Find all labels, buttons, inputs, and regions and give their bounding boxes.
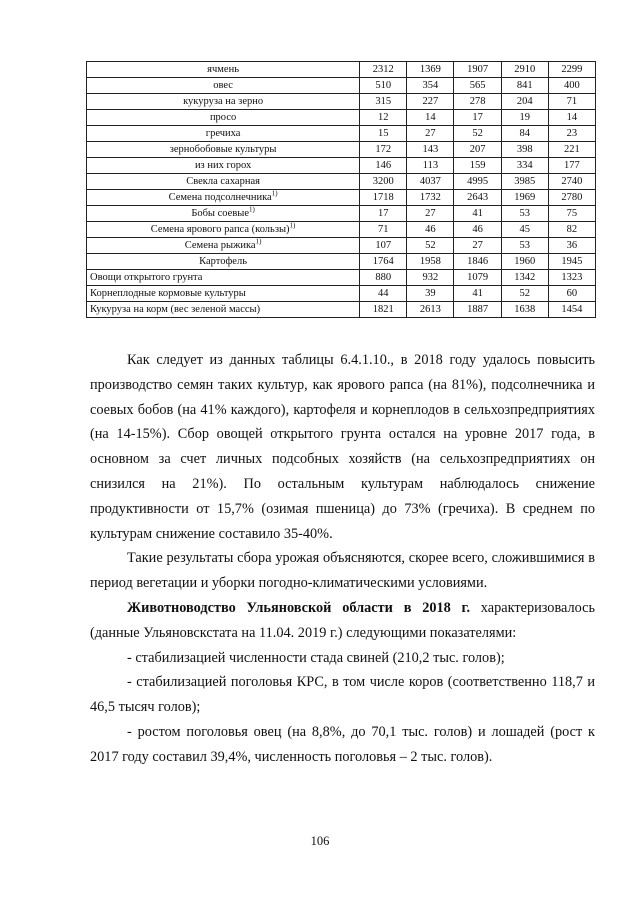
table-row [87,206,596,222]
value-cell: 1846 [454,254,501,270]
value-cell: 3200 [360,174,407,190]
table-row [87,302,596,318]
paragraph-crop-analysis: Как следует из данных таблицы 6.4.1.10., в 2018 году удалось повысить производство семян таких культур, как ярового рапса (на 81%), подсолнечника и соевых бобов (на 41% каждого), картофеля и корнеплодов в сельхозпредприятиях (на 14-15%). Сбор овощей открытого грунта остался на уровне 2017 года, в основном за счет личных подсобных хозяйств (на сельхозпредприятиях он снизился на 21%). По остальным культурам наблюдалось снижение продуктивности от 15,7% (озимая пшеница) до 73% (гречиха). В среднем по культурам снижение составило 35-40%. [90,352,595,542]
table-row [87,78,596,94]
crop-name-cell [87,206,360,222]
value-cell: 159 [454,158,501,174]
crop-name-cell [87,110,360,126]
value-cell: 27 [407,126,454,142]
footnote-marker: 1) [271,189,278,197]
value-cell: 17 [454,110,501,126]
value-cell: 53 [501,206,548,222]
value-cell: 46 [407,222,454,238]
value-cell: 1369 [407,62,454,78]
value-cell: 39 [407,286,454,302]
crop-name-cell [87,302,360,318]
value-cell: 46 [454,222,501,238]
list-item-pigs: - стабилизацией численности стада свиней (210,2 тыс. голов); [127,649,505,666]
value-cell: 71 [360,222,407,238]
paragraph-livestock-intro [90,596,595,646]
table-row [87,270,596,286]
crop-name-cell [87,142,360,158]
table-row [87,94,596,110]
table-row [87,158,596,174]
value-cell: 334 [501,158,548,174]
value-cell: 41 [454,286,501,302]
table-row [87,142,596,158]
paragraph-weather-explanation: Такие результаты сбора урожая объясняются, скорее всего, сложившимися в период вегетации и уборки погодно-климатическими условиями. [90,550,595,592]
livestock-heading: Животноводство Ульяновской области в 2018 г. [127,599,471,616]
value-cell: 1718 [360,190,407,206]
value-cell: 398 [501,142,548,158]
crop-name-cell [87,238,360,254]
value-cell: 12 [360,110,407,126]
table-row [87,238,596,254]
crop-name: Овощи открытого грунта [90,271,203,283]
crop-name: Бобы соевые [191,207,249,219]
value-cell: 52 [501,286,548,302]
value-cell: 1960 [501,254,548,270]
value-cell: 143 [407,142,454,158]
value-cell: 27 [454,238,501,254]
value-cell: 4037 [407,174,454,190]
list-item-cattle: - стабилизацией поголовья КРС, в том числе коров (соответственно 118,7 и 46,5 тысяч голов); [90,674,595,716]
footnote-marker: 1) [289,221,296,229]
value-cell: 4995 [454,174,501,190]
value-cell: 3985 [501,174,548,190]
crop-name: Корнеплодные кормовые культуры [90,287,246,299]
value-cell: 1958 [407,254,454,270]
value-cell: 400 [548,78,595,94]
crop-name-cell [87,286,360,302]
footnote-marker: 1) [249,205,255,213]
value-cell: 1079 [454,270,501,286]
value-cell: 1907 [454,62,501,78]
value-cell: 14 [548,110,595,126]
value-cell: 23 [548,126,595,142]
value-cell: 1454 [548,302,595,318]
crop-name: Семена ярового рапса (кользы) [150,223,290,235]
crop-name-cell [87,158,360,174]
table-row [87,222,596,238]
crop-name: Семена рыжика [184,239,256,251]
value-cell: 2613 [407,302,454,318]
table-row [87,126,596,142]
value-cell: 2643 [454,190,501,206]
value-cell: 14 [407,110,454,126]
list-item-sheep-horses: - ростом поголовья овец (на 8,8%, до 70,1 тыс. голов) и лошадей (рост к 2017 году составил 39,4%, численность поголовья – 2 тыс. голов). [90,723,595,765]
crop-name: кукуруза на зерно [183,95,264,107]
value-cell: 1323 [548,270,595,286]
value-cell: 1342 [501,270,548,286]
crop-name-cell [87,174,360,190]
value-cell: 1764 [360,254,407,270]
table-row [87,190,596,206]
crop-name-cell [87,222,360,238]
value-cell: 75 [548,206,595,222]
crop-name: ячмень [207,63,239,75]
value-cell: 510 [360,78,407,94]
value-cell: 146 [360,158,407,174]
value-cell: 53 [501,238,548,254]
value-cell: 15 [360,126,407,142]
crop-name-cell [87,190,360,206]
value-cell: 71 [548,94,595,110]
value-cell: 204 [501,94,548,110]
value-cell: 113 [407,158,454,174]
value-cell: 1821 [360,302,407,318]
table-row [87,254,596,270]
value-cell: 60 [548,286,595,302]
crop-name-cell [87,94,360,110]
table-body [87,62,596,318]
value-cell: 2910 [501,62,548,78]
value-cell: 45 [501,222,548,238]
value-cell: 2780 [548,190,595,206]
crop-production-table [86,61,596,318]
value-cell: 565 [454,78,501,94]
value-cell: 2312 [360,62,407,78]
value-cell: 880 [360,270,407,286]
crop-name: Кукуруза на корм (вес зеленой массы) [90,303,261,315]
value-cell: 2299 [548,62,595,78]
value-cell: 36 [548,238,595,254]
value-cell: 841 [501,78,548,94]
value-cell: 1945 [548,254,595,270]
value-cell: 44 [360,286,407,302]
value-cell: 41 [454,206,501,222]
crop-name-cell [87,254,360,270]
value-cell: 315 [360,94,407,110]
value-cell: 84 [501,126,548,142]
value-cell: 1732 [407,190,454,206]
table-row [87,174,596,190]
crop-name: Свекла сахарная [186,175,260,187]
livestock-intro-text: характеризовалось (данные Ульяновскстата на 11.04. 2019 г.) следующими показателями: [90,599,595,641]
footnote-marker: 1) [255,237,262,245]
value-cell: 2740 [548,174,595,190]
value-cell: 1638 [501,302,548,318]
table-row [87,110,596,126]
value-cell: 278 [454,94,501,110]
value-cell: 27 [407,206,454,222]
value-cell: 177 [548,158,595,174]
value-cell: 1969 [501,190,548,206]
crop-name: зернобобовые культуры [169,143,277,155]
table-row [87,62,596,78]
value-cell: 221 [548,142,595,158]
value-cell: 932 [407,270,454,286]
value-cell: 17 [360,206,407,222]
crop-name: Семена подсолнечника [168,191,272,203]
value-cell: 19 [501,110,548,126]
crop-name-cell [87,62,360,78]
body-text [90,348,595,770]
value-cell: 227 [407,94,454,110]
table-row [87,286,596,302]
crop-name: Картофель [199,255,247,267]
crop-name: просо [209,111,237,123]
value-cell: 172 [360,142,407,158]
value-cell: 52 [454,126,501,142]
crop-name-cell [87,270,360,286]
crop-name-cell [87,78,360,94]
crop-name-cell [87,126,360,142]
value-cell: 107 [360,238,407,254]
crop-name: овес [213,79,233,91]
value-cell: 354 [407,78,454,94]
value-cell: 52 [407,238,454,254]
value-cell: 1887 [454,302,501,318]
value-cell: 82 [548,222,595,238]
page-number: 106 [310,834,330,848]
value-cell: 207 [454,142,501,158]
crop-name: из них горох [194,159,252,171]
crop-name: гречиха [205,127,241,139]
